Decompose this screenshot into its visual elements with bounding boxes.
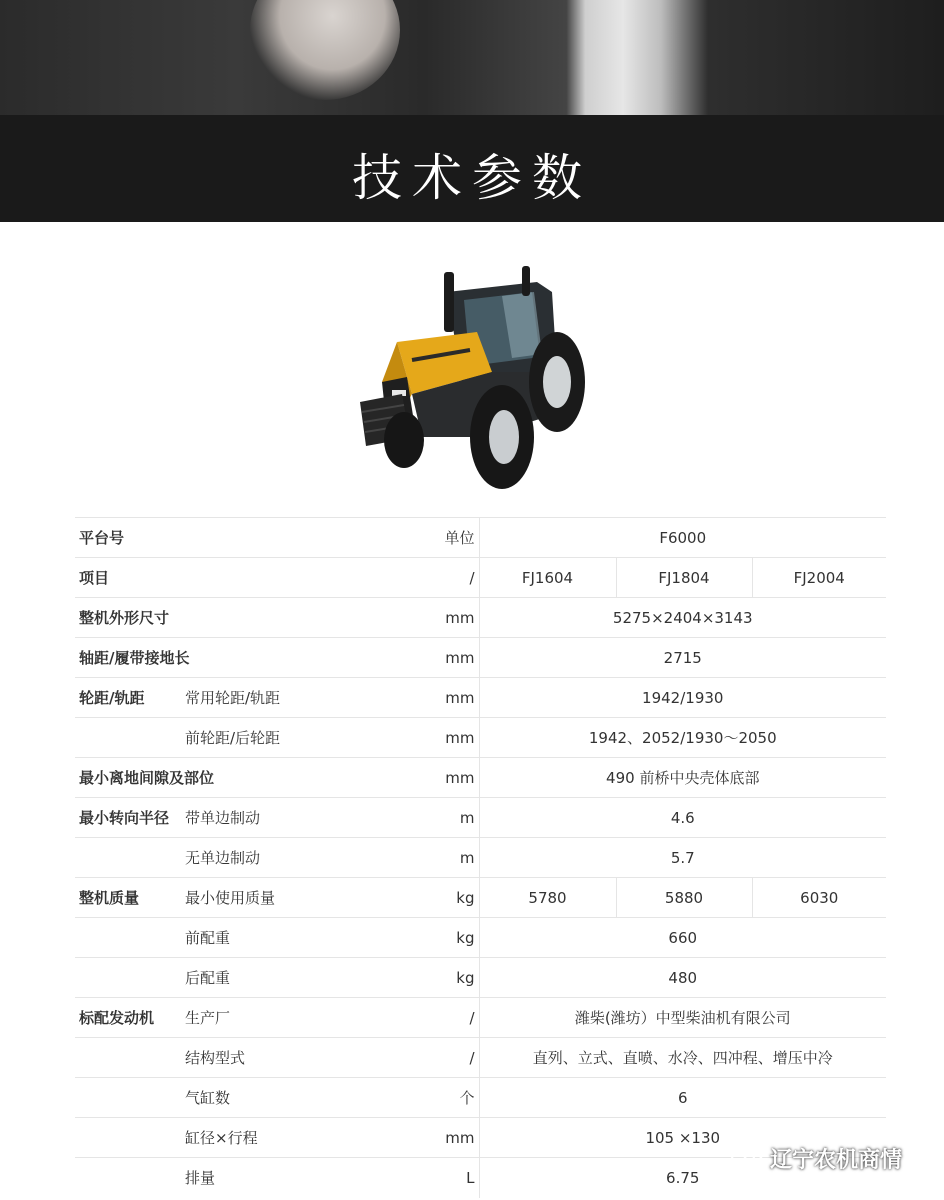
spec-unit: kg	[327, 918, 479, 958]
spec-sublabel: 最小使用质量	[181, 878, 327, 918]
spec-label: 最小转向半径	[75, 798, 181, 838]
spec-unit: mm	[327, 638, 479, 678]
spec-value: 5.7	[479, 838, 886, 878]
spec-unit: kg	[327, 878, 479, 918]
spec-row-track-common	[75, 678, 886, 718]
spec-unit: mm	[327, 678, 479, 718]
tractor-image	[352, 262, 592, 492]
spec-sublabel: 结构型式	[181, 1038, 327, 1078]
spec-value-fj1804: 5880	[616, 878, 752, 918]
model-fj1604: FJ1604	[479, 558, 616, 598]
spec-value: 105 ×130	[479, 1118, 886, 1158]
spec-row-track-front-rear	[75, 718, 886, 758]
spec-unit: 单位	[327, 518, 479, 558]
spec-row-mass-min	[75, 878, 886, 918]
spec-unit: L	[327, 1158, 479, 1198]
spec-row-clearance	[75, 758, 886, 798]
spec-value: 660	[479, 918, 886, 958]
spec-row-platform	[75, 518, 886, 558]
spec-value: 直列、立式、直喷、水冷、四冲程、增压中冷	[479, 1038, 886, 1078]
spec-value-fj2004: 6030	[752, 878, 886, 918]
spec-row-mass-front	[75, 918, 886, 958]
spec-sublabel: 前配重	[181, 918, 327, 958]
spec-label: 最小离地间隙及部位	[75, 758, 327, 798]
spec-row-turning-without-brake	[75, 838, 886, 878]
spec-value: 490 前桥中央壳体底部	[479, 758, 886, 798]
spec-row-mass-rear	[75, 958, 886, 998]
spec-unit: m	[327, 838, 479, 878]
spec-value: 1942、2052/1930～2050	[479, 718, 886, 758]
spec-unit: 个	[327, 1078, 479, 1118]
spec-value: 2715	[479, 638, 886, 678]
model-fj2004: FJ2004	[752, 558, 886, 598]
spec-value: 6.75	[479, 1158, 886, 1198]
hero-banner	[0, 0, 944, 222]
spec-value: 480	[479, 958, 886, 998]
spec-label-empty	[75, 838, 181, 878]
spec-value-fj1604: 5780	[479, 878, 616, 918]
spec-value: 6	[479, 1078, 886, 1118]
spec-value: 潍柴(潍坊）中型柴油机有限公司	[479, 998, 886, 1038]
spec-label: 轮距/轨距	[75, 678, 181, 718]
spec-sublabel: 缸径×行程	[181, 1118, 327, 1158]
spec-label-empty	[75, 918, 181, 958]
spec-row-engine-type	[75, 1038, 886, 1078]
spec-sublabel: 前轮距/后轮距	[181, 718, 327, 758]
wechat-icon	[730, 1144, 764, 1172]
spec-row-item	[75, 558, 886, 598]
spec-value: F6000	[479, 518, 886, 558]
watermark	[730, 1143, 902, 1173]
spec-value: 1942/1930	[479, 678, 886, 718]
spec-label-empty	[75, 1158, 181, 1198]
spec-label: 整机质量	[75, 878, 181, 918]
watermark-text: 辽宁农机商情	[770, 1147, 903, 1173]
spec-unit: mm	[327, 598, 479, 638]
spec-unit: mm	[327, 1118, 479, 1158]
spec-sublabel: 常用轮距/轨距	[181, 678, 327, 718]
spec-unit: /	[327, 1038, 479, 1078]
spec-label-empty	[75, 718, 181, 758]
spec-label: 平台号	[75, 518, 181, 558]
spec-unit: mm	[327, 718, 479, 758]
spec-sublabel: 生产厂	[181, 998, 327, 1038]
spec-sublabel	[181, 558, 327, 598]
spec-label-empty	[75, 1118, 181, 1158]
spec-row-dimensions	[75, 598, 886, 638]
spec-sublabel: 排量	[181, 1158, 327, 1198]
spec-unit: /	[327, 558, 479, 598]
spec-unit: /	[327, 998, 479, 1038]
spec-row-engine-maker	[75, 998, 886, 1038]
spec-sublabel: 带单边制动	[181, 798, 327, 838]
spec-unit: kg	[327, 958, 479, 998]
spec-sublabel: 后配重	[181, 958, 327, 998]
spec-sublabel	[181, 518, 327, 558]
spec-label-empty	[75, 1038, 181, 1078]
spec-label-empty	[75, 1078, 181, 1118]
spec-unit: m	[327, 798, 479, 838]
spec-label: 轴距/履带接地长	[75, 638, 327, 678]
model-fj1804: FJ1804	[616, 558, 752, 598]
spec-row-engine-cylinders	[75, 1078, 886, 1118]
spec-row-turning-with-brake	[75, 798, 886, 838]
spec-label: 整机外形尺寸	[75, 598, 327, 638]
spec-label: 项目	[75, 558, 181, 598]
spec-table	[75, 517, 886, 1198]
spec-label-empty	[75, 958, 181, 998]
spec-value: 4.6	[479, 798, 886, 838]
spec-row-wheelbase	[75, 638, 886, 678]
spec-unit: mm	[327, 758, 479, 798]
spec-sublabel: 无单边制动	[181, 838, 327, 878]
hero-photo	[0, 0, 944, 115]
spec-sublabel: 气缸数	[181, 1078, 327, 1118]
page-title: 技术参数	[352, 149, 592, 207]
spec-value: 5275×2404×3143	[479, 598, 886, 638]
spec-label: 标配发动机	[75, 998, 181, 1038]
